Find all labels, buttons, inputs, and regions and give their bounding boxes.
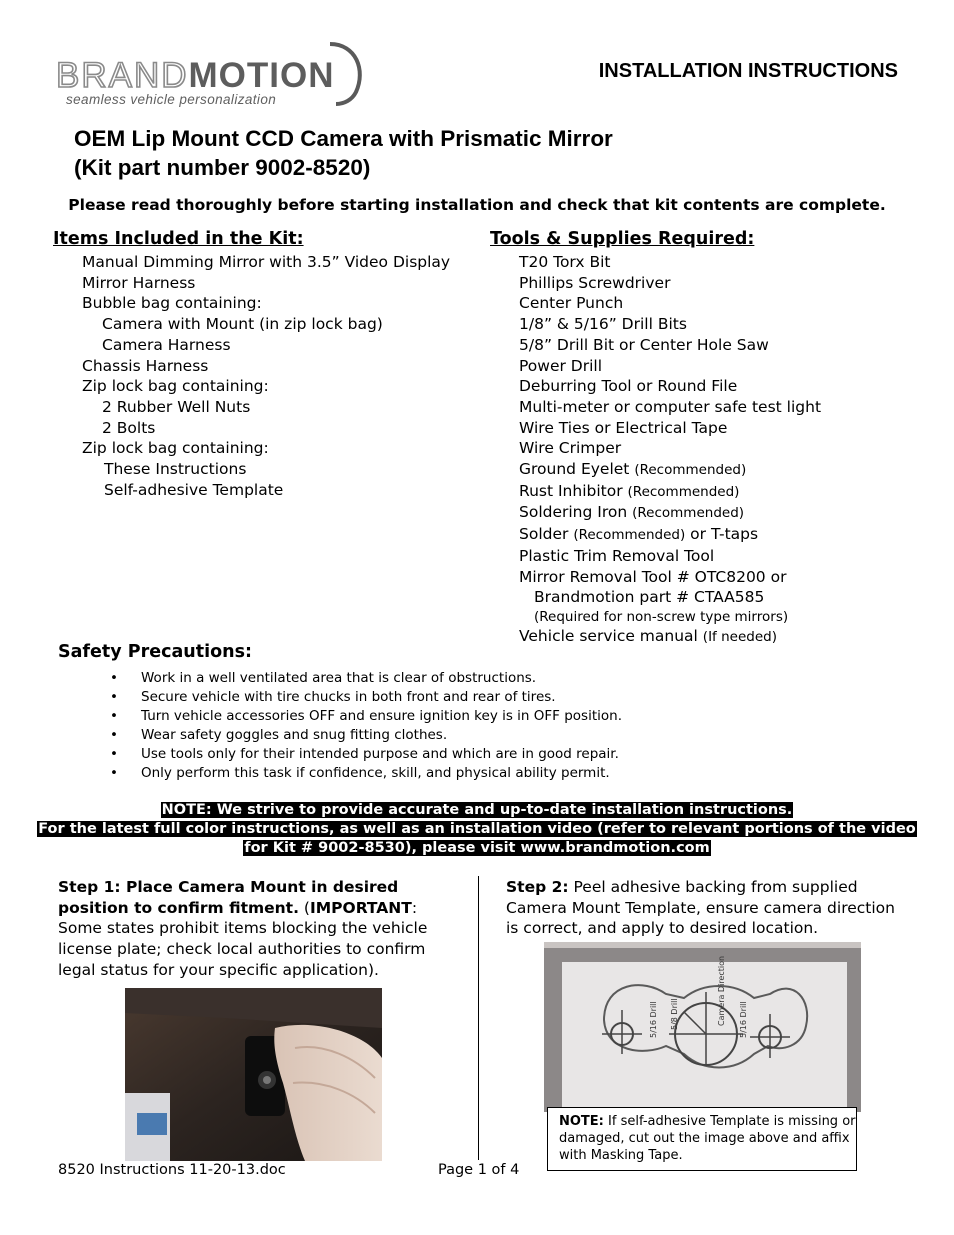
title-line-2: (Kit part number 9002-8520) [74,155,371,180]
list-item: These Instructions [104,460,247,479]
list-item: Wire Crimper [519,439,622,458]
logo-wordmark: BRANDMOTION [56,56,335,95]
website-note-banner: NOTE: We strive to provide accurate and up-to-date installation instructions. For the latest full color instructions, as well as an installation video (refer to relevant portions of the video for Kit # 9002-8530), please visit www.brandmotion.com [38,802,916,856]
title-line-1: OEM Lip Mount CCD Camera with Prismatic Mirror [74,126,613,151]
list-item: Power Drill [519,356,603,375]
list-item: Wire Ties or Electrical Tape [519,418,728,437]
bullet-icon: • [110,689,118,705]
list-item: 2 Bolts [102,418,156,437]
list-item: • Wear safety goggles and snug fitting clothes. [110,727,448,743]
center-drill-label: 5/8 Drill [670,998,679,1030]
list-item: Ground Eyelet (Recommended) [519,460,747,479]
list-item: • Secure vehicle with tire chucks in both front and rear of tires. [110,689,556,705]
step-1-text: Step 1: Place Camera Mount in desired position to confirm fitment. (IMPORTANT: Some states prohibit items blocking the vehicle license plate; check local authorities to confirm legal status for your specific application). [58,878,428,979]
kit-heading: Items Included in the Kit: [53,229,304,249]
safety-list [110,669,622,783]
bullet-icon: • [110,670,118,686]
list-item: Brandmotion part # CTAA585 [534,588,765,607]
list-item: (Required for non-screw type mirrors) [534,608,789,625]
tools-heading: Tools & Supplies Required: [490,229,755,249]
list-item: Multi-meter or computer safe test light [519,397,822,416]
list-item: • Turn vehicle accessories OFF and ensure ignition key is in OFF position. [110,708,622,724]
list-item: Manual Dimming Mirror with 3.5” Video Display [82,253,451,271]
mount-template-photo [544,942,861,1112]
logo-tagline: seamless vehicle personalization [66,92,277,107]
brand-logo [56,40,376,112]
footer-page-number: Page 1 of 4 [438,1162,520,1178]
camera-mount-photo [125,988,382,1161]
list-item: • Work in a well ventilated area that is clear of obstructions. [110,670,537,686]
list-item: Rust Inhibitor (Recommended) [519,481,740,500]
list-item: Center Punch [519,294,624,313]
list-item: Soldering Iron (Recommended) [519,503,745,522]
list-item: Bubble bag containing: [82,294,262,313]
list-item: 1/8” & 5/16” Drill Bits [519,315,687,334]
footer-filename: 8520 Instructions 11-20-13.doc [58,1162,286,1178]
list-item: • Use tools only for their intended purpose and which are in good repair. [110,746,619,762]
list-item: Mirror Removal Tool # OTC8200 or [519,567,787,586]
list-item: Solder (Recommended) or T-taps [519,525,759,544]
step-2-text: Step 2: Peel adhesive backing from supplied Camera Mount Template, ensure camera direction is correct, and apply to desired location. [506,878,895,938]
list-item: 2 Rubber Well Nuts [102,397,251,416]
bullet-icon: • [110,765,118,781]
list-item: Mirror Harness [82,273,196,292]
camera-direction-label: Camera Direction [717,955,726,1026]
bullet-icon: • [110,746,118,762]
page-title [74,124,613,182]
list-item: Zip lock bag containing: [82,439,269,458]
kit-items-list [82,252,450,500]
left-drill-label: 5/16 Drill [649,1001,658,1038]
tools-list [519,252,821,648]
right-drill-label: 5/16 Drill [739,1001,748,1038]
list-item: 5/8” Drill Bit or Center Hole Saw [519,335,769,354]
list-item: Plastic Trim Removal Tool [519,546,715,565]
list-item: • Only perform this task if confidence, skill, and physical ability permit. [110,765,610,781]
list-item: Deburring Tool or Round File [519,377,738,396]
list-item: Vehicle service manual (If needed) [519,626,777,645]
safety-heading: Safety Precautions: [58,642,252,662]
bullet-icon: • [110,727,118,743]
list-item: Self-adhesive Template [104,480,284,499]
read-thoroughly-note: Please read thoroughly before starting installation and check that kit contents are complete. [68,196,886,214]
bullet-icon: • [110,708,118,724]
column-divider [478,876,479,1160]
list-item: Zip lock bag containing: [82,377,269,396]
list-item: Camera Harness [102,335,231,354]
document-type-title: INSTALLATION INSTRUCTIONS [598,60,898,82]
list-item: Chassis Harness [82,356,209,375]
list-item: T20 Torx Bit [519,253,611,271]
list-item: Phillips Screwdriver [519,273,671,292]
list-item: Camera with Mount (in zip lock bag) [102,315,383,334]
template-note-box: NOTE: If self-adhesive Template is missing or damaged, cut out the image above and affix with Masking Tape. [547,1107,857,1171]
